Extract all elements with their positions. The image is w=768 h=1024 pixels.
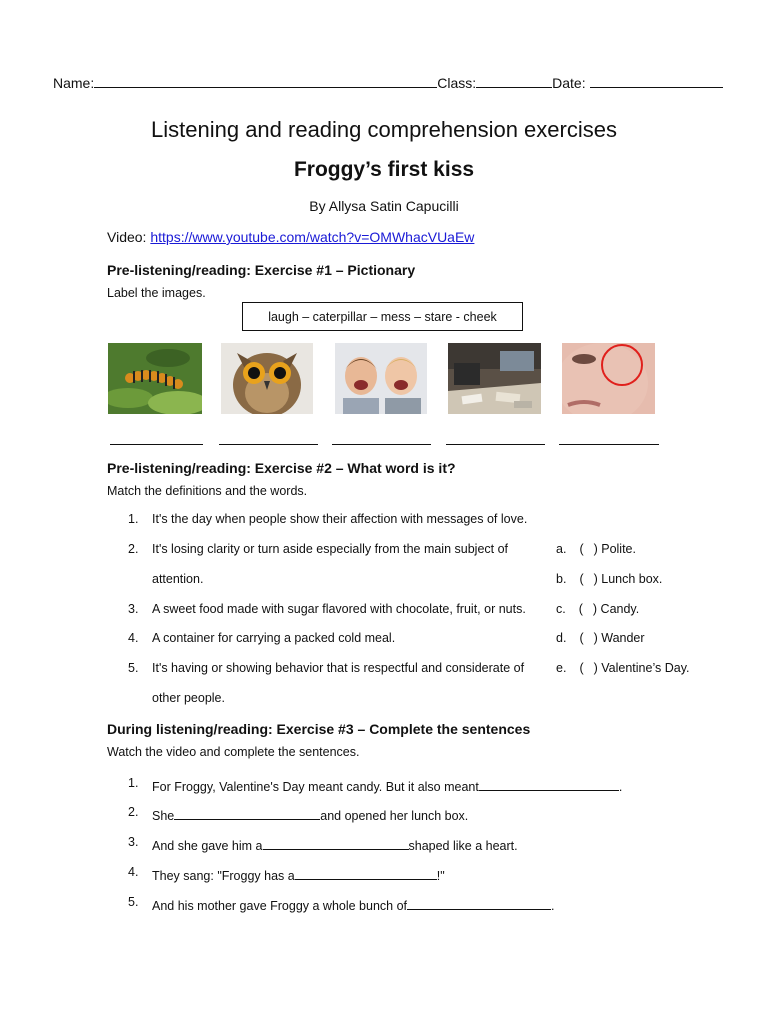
name-field[interactable] xyxy=(94,73,437,88)
option-word: ) Lunch box. xyxy=(593,572,663,586)
option-paren[interactable]: ( xyxy=(578,602,583,616)
exercise2-heading: Pre-listening/reading: Exercise #2 – What word is it? xyxy=(107,460,456,476)
video-line xyxy=(107,229,474,245)
sentence-blank[interactable] xyxy=(174,805,320,820)
definition-text-cont: other people. xyxy=(152,691,225,705)
definition-number: 5. xyxy=(128,661,139,675)
sentence-before: They sang: "Froggy has a xyxy=(152,869,295,883)
cheek-image xyxy=(562,343,655,414)
video-link[interactable]: https://www.youtube.com/watch?v=OMWhacVUaEw xyxy=(150,229,475,245)
book-title: Froggy’s first kiss xyxy=(293,158,475,181)
option-item xyxy=(556,631,645,645)
sentence-number: 2. xyxy=(128,805,139,819)
sentence xyxy=(152,835,518,853)
option-letter: c. xyxy=(556,602,566,616)
option-item xyxy=(556,602,639,616)
sentence-after: shaped like a heart. xyxy=(408,839,518,853)
video-label: Video: xyxy=(107,229,147,245)
sentence-number: 3. xyxy=(128,835,139,849)
sentence-before: She xyxy=(152,809,175,823)
definition-text: It's the day when people show their affection with messages of love. xyxy=(152,512,528,526)
option-letter: a. xyxy=(556,542,567,556)
date-field[interactable] xyxy=(590,73,723,88)
class-field[interactable] xyxy=(476,73,552,88)
option-letter: d. xyxy=(556,631,567,645)
definition-number: 1. xyxy=(128,512,139,526)
owl-stare-image xyxy=(221,343,313,414)
exercise2-instruction: Match the definitions and the words. xyxy=(107,484,308,498)
sentence-blank[interactable] xyxy=(263,835,409,850)
sentence-before: And she gave him a xyxy=(152,839,263,853)
option-item xyxy=(556,661,690,675)
option-paren[interactable]: ( xyxy=(579,631,584,645)
exercise3-instruction: Watch the video and complete the sentences. xyxy=(107,745,360,759)
messy-room-image xyxy=(448,343,541,414)
sentence-after: !" xyxy=(436,869,445,883)
definition-number: 3. xyxy=(128,602,139,616)
sentence-blank[interactable] xyxy=(407,895,551,910)
definition-text-cont: attention. xyxy=(152,572,204,586)
definition-text: A sweet food made with sugar flavored with chocolate, fruit, or nuts. xyxy=(152,602,526,616)
definition-number: 2. xyxy=(128,542,139,556)
option-word: ) Polite. xyxy=(593,542,636,556)
option-paren[interactable]: ( xyxy=(579,661,584,675)
sentence-blank[interactable] xyxy=(295,865,437,880)
sentence-after: and opened her lunch box. xyxy=(320,809,469,823)
page-title: Listening and reading comprehension exercises xyxy=(151,117,617,142)
label-blank-1[interactable] xyxy=(110,444,203,445)
option-word: ) Wander xyxy=(593,631,645,645)
sentence xyxy=(152,776,622,794)
date-label: Date: xyxy=(552,75,586,91)
option-word: ) Valentine’s Day. xyxy=(593,661,690,675)
definition-text: It's having or showing behavior that is respectful and considerate of xyxy=(152,661,525,675)
exercise3-heading: During listening/reading: Exercise #3 – Complete the sentences xyxy=(107,721,531,737)
label-blank-2[interactable] xyxy=(219,444,318,445)
exercise1-instruction: Label the images. xyxy=(107,286,206,300)
laughing-kids-image xyxy=(335,343,427,414)
label-blank-4[interactable] xyxy=(446,444,545,445)
sentence-after: . xyxy=(618,780,623,794)
definition-text: It's losing clarity or turn aside especially from the main subject of xyxy=(152,542,509,556)
exercise1-heading: Pre-listening/reading: Exercise #1 – Pictionary xyxy=(107,262,416,278)
label-blank-3[interactable] xyxy=(332,444,431,445)
sentence xyxy=(152,805,468,823)
sentence-number: 5. xyxy=(128,895,139,909)
option-paren[interactable]: ( xyxy=(579,572,584,586)
option-letter: e. xyxy=(556,661,567,675)
sentence-blank[interactable] xyxy=(479,776,619,791)
option-word: ) Candy. xyxy=(592,602,640,616)
header-fields xyxy=(53,73,723,91)
word-bank: laugh – caterpillar – mess – stare - cheek xyxy=(242,302,523,331)
sentence-before: For Froggy, Valentine's Day meant candy. But it also meant xyxy=(152,780,479,794)
class-label: Class: xyxy=(437,75,477,91)
name-label: Name: xyxy=(53,75,95,91)
option-paren[interactable]: ( xyxy=(579,542,584,556)
option-item xyxy=(556,542,636,556)
sentence-before: And his mother gave Froggy a whole bunch of xyxy=(152,899,408,913)
definition-number: 4. xyxy=(128,631,139,645)
option-item xyxy=(556,572,662,586)
definition-text: A container for carrying a packed cold meal. xyxy=(152,631,396,645)
option-letter: b. xyxy=(556,572,567,586)
sentence-number: 4. xyxy=(128,865,139,879)
author: By Allysa Satin Capucilli xyxy=(309,198,459,214)
sentence xyxy=(152,865,445,883)
caterpillar-image xyxy=(108,343,202,414)
sentence-number: 1. xyxy=(128,776,139,790)
label-blank-5[interactable] xyxy=(559,444,659,445)
sentence-after: . xyxy=(551,899,555,913)
sentence xyxy=(152,895,555,913)
